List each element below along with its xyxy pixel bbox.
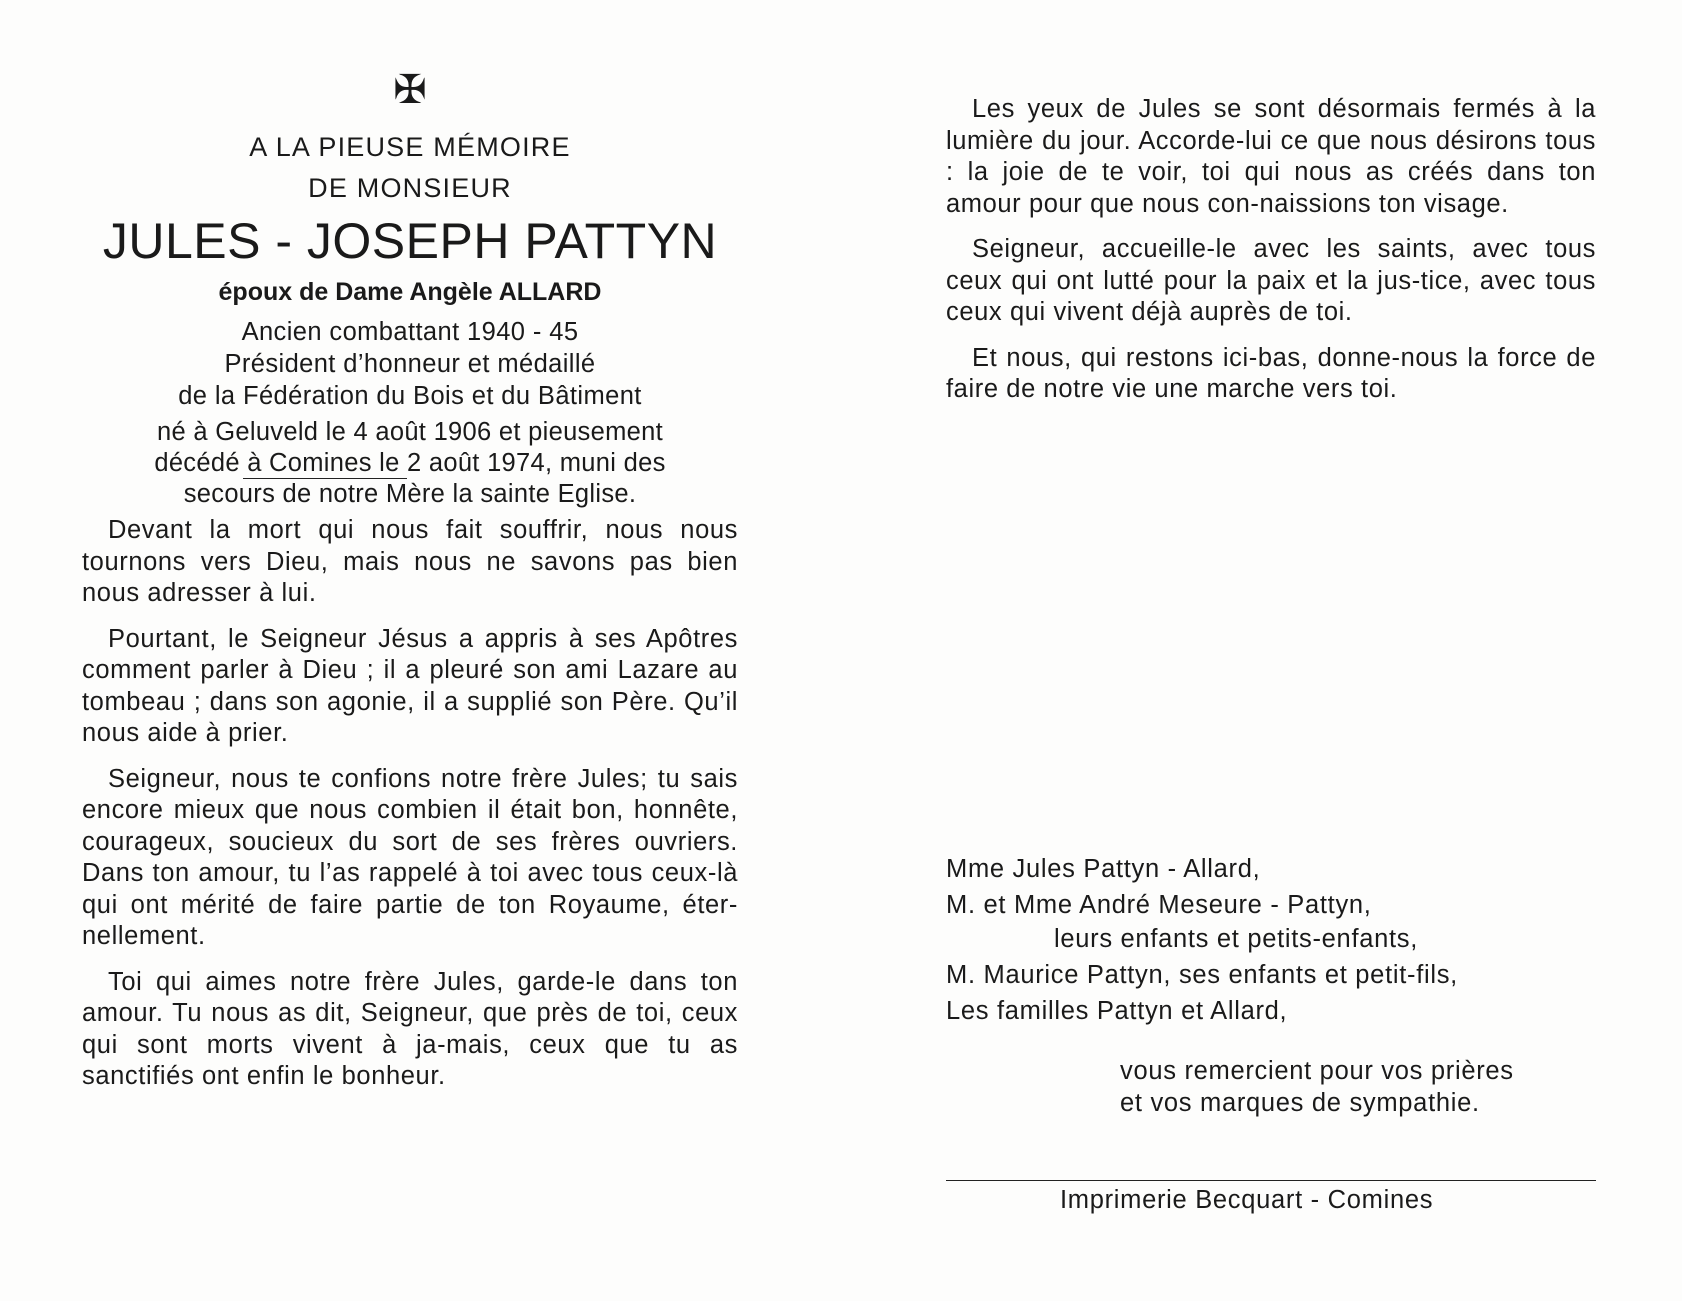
divider — [243, 478, 407, 479]
prayer-paragraph: Toi qui aimes notre frère Jules, garde-le dans ton amour. Tu nous as dit, Seigneur, que près de toi, ceux qui sont morts vivent à ja-mais, ceux que tu as sanctifiés ont enfin le bonheur. — [82, 967, 738, 1090]
prayer-paragraph: Pourtant, le Seigneur Jésus a appris à ses Apôtres comment parler à Dieu ; il a pleuré son ami Lazare au tombeau ; dans son agonie, il a supplié son Père. Qu’il nous aide à prier. — [82, 624, 738, 747]
birth-death-text: né à Geluveld le 4 août 1906 et pieusement décédé à Comines le 2 août 1974, muni des secours de notre Mère la sainte Eglise. — [154, 418, 666, 508]
thanks-text — [1120, 1055, 1596, 1119]
divider — [946, 1180, 1596, 1181]
family-line: leurs enfants et petits-enfants, — [1054, 925, 1419, 953]
memorial-heading: A LA PIEUSE MÉMOIRE — [249, 132, 571, 162]
family-line: Mme Jules Pattyn - Allard, — [946, 855, 1261, 883]
family-list — [946, 852, 1596, 1028]
family-line: M. Maurice Pattyn, ses enfants et petit-fils, — [946, 961, 1458, 989]
cross-icon: ✠ — [393, 67, 427, 113]
printer-credit: Imprimerie Becquart - Comines — [1060, 1186, 1434, 1214]
title-line: de la Fédération du Bois et du Bâtiment — [178, 382, 642, 410]
family-line: Les familles Pattyn et Allard, — [946, 997, 1288, 1025]
prayer-paragraph: Devant la mort qui nous fait souffrir, nous nous tournons vers Dieu, mais nous ne savons pas bien nous adresser à lui. — [82, 516, 738, 607]
prayer-paragraph: Seigneur, nous te confions notre frère Jules; tu sais encore mieux que nous combien il était bon, honnête, courageux, soucieux du sort de ses frères ouvriers. Dans ton amour, tu l’as rappelé à toi avec tous ceux-là qui ont mérité de faire partie de ton Royaume, éter-nellement. — [82, 764, 738, 950]
title-line: Ancien combattant 1940 - 45 — [241, 318, 579, 346]
thanks-line: vous remercient pour vos prières — [1120, 1057, 1514, 1085]
prayer-paragraph: Seigneur, accueille-le avec les saints, avec tous ceux qui ont lutté pour la paix et la jus-tice, avec tous ceux qui vivent déjà auprès de toi. — [946, 235, 1596, 326]
memorial-subheading: DE MONSIEUR — [308, 173, 512, 203]
prayer-paragraph: Les yeux de Jules se sont désormais fermés à la lumière du jour. Accorde-lui ce que nous désirons tous : la joie de te voir, toi qui nous as créés dans ton amour pour que nous con-naissions ton visage. — [946, 95, 1596, 218]
titles-block — [82, 316, 738, 412]
title-line: Président d’honneur et médaillé — [224, 350, 596, 378]
right-prayer-text — [946, 94, 1596, 420]
family-line: M. et Mme André Meseure - Pattyn, — [946, 891, 1372, 919]
prayer-paragraph: Et nous, qui restons ici-bas, donne-nous la force de faire de notre vie une marche vers toi. — [946, 343, 1596, 403]
deceased-name: JULES - JOSEPH PATTYN — [102, 213, 718, 269]
thanks-line: et vos marques de sympathie. — [1120, 1089, 1480, 1117]
spouse-line: époux de Dame Angèle ALLARD — [218, 278, 602, 306]
left-prayer-text — [82, 515, 738, 1107]
